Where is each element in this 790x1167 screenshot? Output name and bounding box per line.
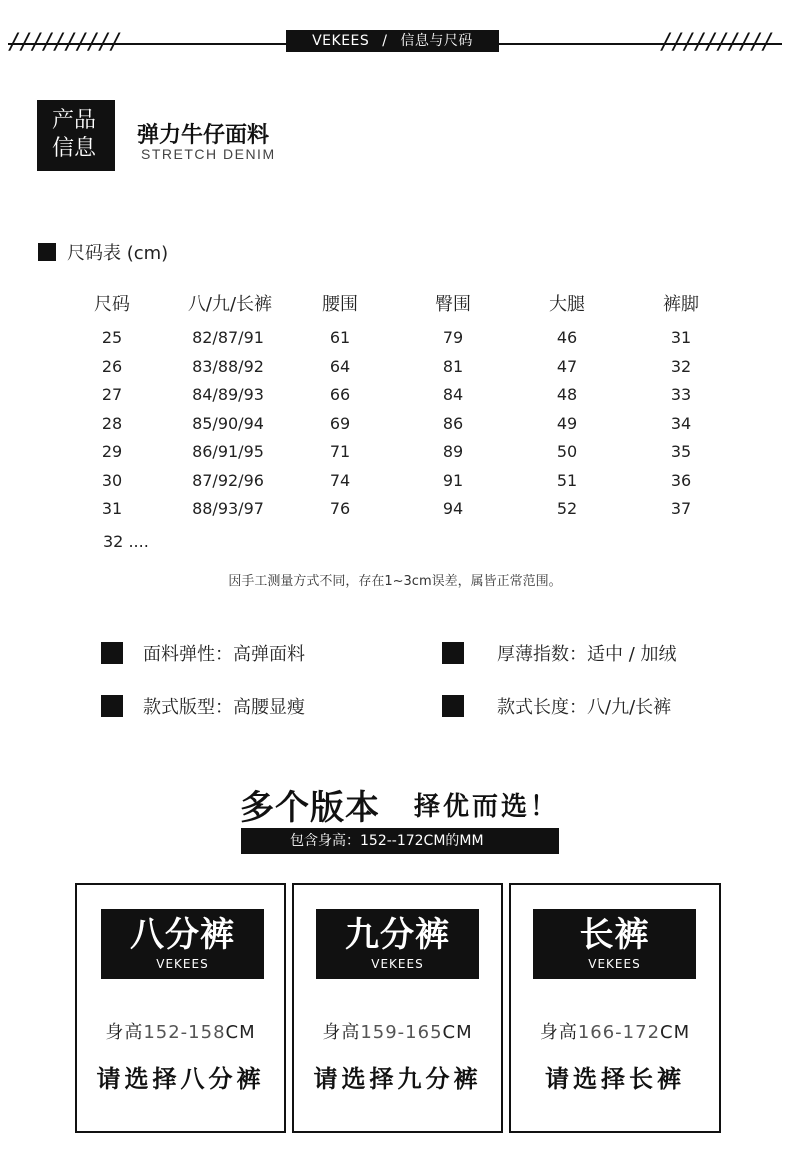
attribute-label: 面料弹性：高弹面料 — [143, 644, 305, 665]
header-section: 信息与尺码 — [400, 33, 473, 49]
fabric-title: 弹力牛仔面料 — [137, 123, 270, 148]
card-cta: 请选择九分裤 — [313, 1065, 482, 1093]
table-cell: 49 — [556, 413, 578, 433]
attribute-label: 款式长度：八/九/长裤 — [497, 697, 672, 718]
table-cell: 87/92/96 — [192, 470, 264, 490]
table-header-row — [0, 288, 790, 328]
table-cell: 27 — [101, 385, 123, 404]
table-cell: 89 — [442, 442, 464, 461]
card-brand: VEKEES — [156, 957, 209, 971]
table-cell: 94 — [442, 499, 464, 518]
table-row — [0, 385, 790, 414]
versions-subtitle: 择优而选！ — [414, 792, 560, 822]
size-chart-heading — [38, 239, 168, 265]
card-label — [101, 909, 264, 979]
table-row — [0, 357, 790, 386]
table-cell: 37 — [670, 499, 692, 518]
table-cell: 52 — [556, 499, 578, 518]
product-info-label — [37, 100, 115, 171]
table-cell: 32 — [670, 356, 692, 376]
header-badge — [286, 30, 499, 52]
table-cell: 69 — [329, 413, 351, 433]
height-prefix: 身高 — [322, 1022, 361, 1043]
height-prefix: 身高 — [539, 1022, 578, 1043]
card-name: 九分裤 — [345, 915, 450, 955]
table-cell: 79 — [442, 328, 464, 347]
height-prefix: 身高 — [105, 1022, 144, 1043]
header-brand: VEKEES — [312, 33, 370, 49]
attribute-fit — [101, 693, 305, 719]
table-cell: 88/93/97 — [192, 499, 264, 518]
product-info-line1: 产品 — [52, 108, 97, 133]
table-row — [0, 471, 790, 500]
column-header: 八/九/长裤 — [187, 294, 273, 315]
attribute-label: 款式版型：高腰显瘦 — [143, 697, 305, 718]
table-cell: 50 — [556, 442, 578, 461]
height-range-band: 包含身高：152--172CM的MM — [241, 828, 559, 854]
header-separator: / — [382, 33, 388, 49]
table-cell: 28 — [101, 413, 123, 433]
table-cell: 25 — [101, 328, 123, 347]
table-cell: 31 — [101, 499, 123, 518]
table-cell: 34 — [670, 413, 692, 433]
card-cta: 请选择八分裤 — [96, 1065, 265, 1093]
measurement-note: 因手工测量方式不同，存在1~3cm误差，属皆正常范围。 — [228, 574, 562, 589]
table-cell: 51 — [556, 470, 578, 490]
table-cell: 48 — [556, 385, 578, 404]
table-cell: 30 — [101, 470, 123, 490]
square-bullet-icon — [442, 695, 464, 717]
column-header: 腰围 — [322, 294, 358, 315]
attribute-label: 厚薄指数：适中 / 加绒 — [497, 644, 677, 665]
version-card-eighth-length[interactable] — [75, 883, 286, 1133]
size-table — [0, 288, 790, 528]
table-cell: 85/90/94 — [192, 413, 264, 433]
height-unit: CM — [225, 1022, 256, 1043]
height-unit: CM — [660, 1022, 691, 1043]
table-row — [0, 414, 790, 443]
table-cell: 47 — [556, 356, 578, 376]
card-label — [533, 909, 696, 979]
table-row — [0, 442, 790, 471]
table-cell: 26 — [101, 356, 123, 376]
card-height — [77, 1018, 284, 1044]
header-slashes-right: ////////// — [660, 30, 773, 55]
table-cell: 64 — [329, 356, 351, 376]
card-height — [511, 1018, 719, 1044]
square-bullet-icon — [38, 243, 56, 261]
table-cell: 61 — [329, 328, 351, 347]
versions-title: 多个版本 — [240, 788, 380, 828]
card-name: 长裤 — [579, 915, 650, 955]
table-cell: 36 — [670, 470, 692, 490]
table-cell: 82/87/91 — [192, 328, 264, 347]
card-name: 八分裤 — [130, 915, 235, 955]
card-height — [294, 1018, 501, 1044]
column-header: 臀围 — [435, 294, 471, 315]
card-brand: VEKEES — [371, 957, 424, 971]
table-cell: 71 — [329, 442, 351, 461]
height-unit: CM — [442, 1022, 473, 1043]
table-cell: 74 — [329, 470, 351, 490]
table-cell: 86/91/95 — [192, 442, 264, 461]
table-row — [0, 499, 790, 528]
column-header: 大腿 — [549, 294, 585, 315]
table-cell: 31 — [670, 328, 692, 347]
table-cell: 84 — [442, 385, 464, 404]
attribute-thickness — [442, 640, 677, 666]
table-cell: 83/88/92 — [192, 356, 264, 376]
table-cell: 76 — [329, 499, 351, 518]
fabric-subtitle: STRETCH DENIM — [141, 146, 276, 162]
table-cell: 66 — [329, 385, 351, 404]
column-header: 裤脚 — [663, 294, 699, 315]
height-range: 166-172 — [577, 1022, 661, 1043]
table-cell: 84/89/93 — [192, 385, 264, 404]
product-info-line2: 信息 — [52, 136, 97, 161]
version-card-ninth-length[interactable] — [292, 883, 503, 1133]
column-header: 尺码 — [94, 294, 130, 315]
height-range: 159-165 — [360, 1022, 443, 1043]
height-range: 152-158 — [143, 1022, 226, 1043]
size-chart-title: 尺码表 (cm) — [67, 243, 169, 264]
attribute-length — [442, 693, 671, 719]
table-cell: 29 — [101, 442, 123, 461]
version-card-full-length[interactable] — [509, 883, 721, 1133]
square-bullet-icon — [101, 695, 123, 717]
card-cta: 请选择长裤 — [545, 1065, 685, 1093]
card-brand: VEKEES — [588, 957, 641, 971]
square-bullet-icon — [101, 642, 123, 664]
table-cell: 86 — [442, 413, 464, 433]
square-bullet-icon — [442, 642, 464, 664]
card-label — [316, 909, 479, 979]
table-cell: 35 — [670, 442, 692, 461]
table-row — [0, 328, 790, 357]
table-cell: 33 — [670, 385, 692, 404]
attribute-elasticity — [101, 640, 305, 666]
table-cell: 46 — [556, 328, 578, 347]
more-sizes: 32 .... — [103, 532, 149, 551]
table-cell: 91 — [442, 470, 464, 490]
header-slashes-left: ////////// — [8, 30, 121, 55]
table-cell: 81 — [442, 356, 464, 376]
